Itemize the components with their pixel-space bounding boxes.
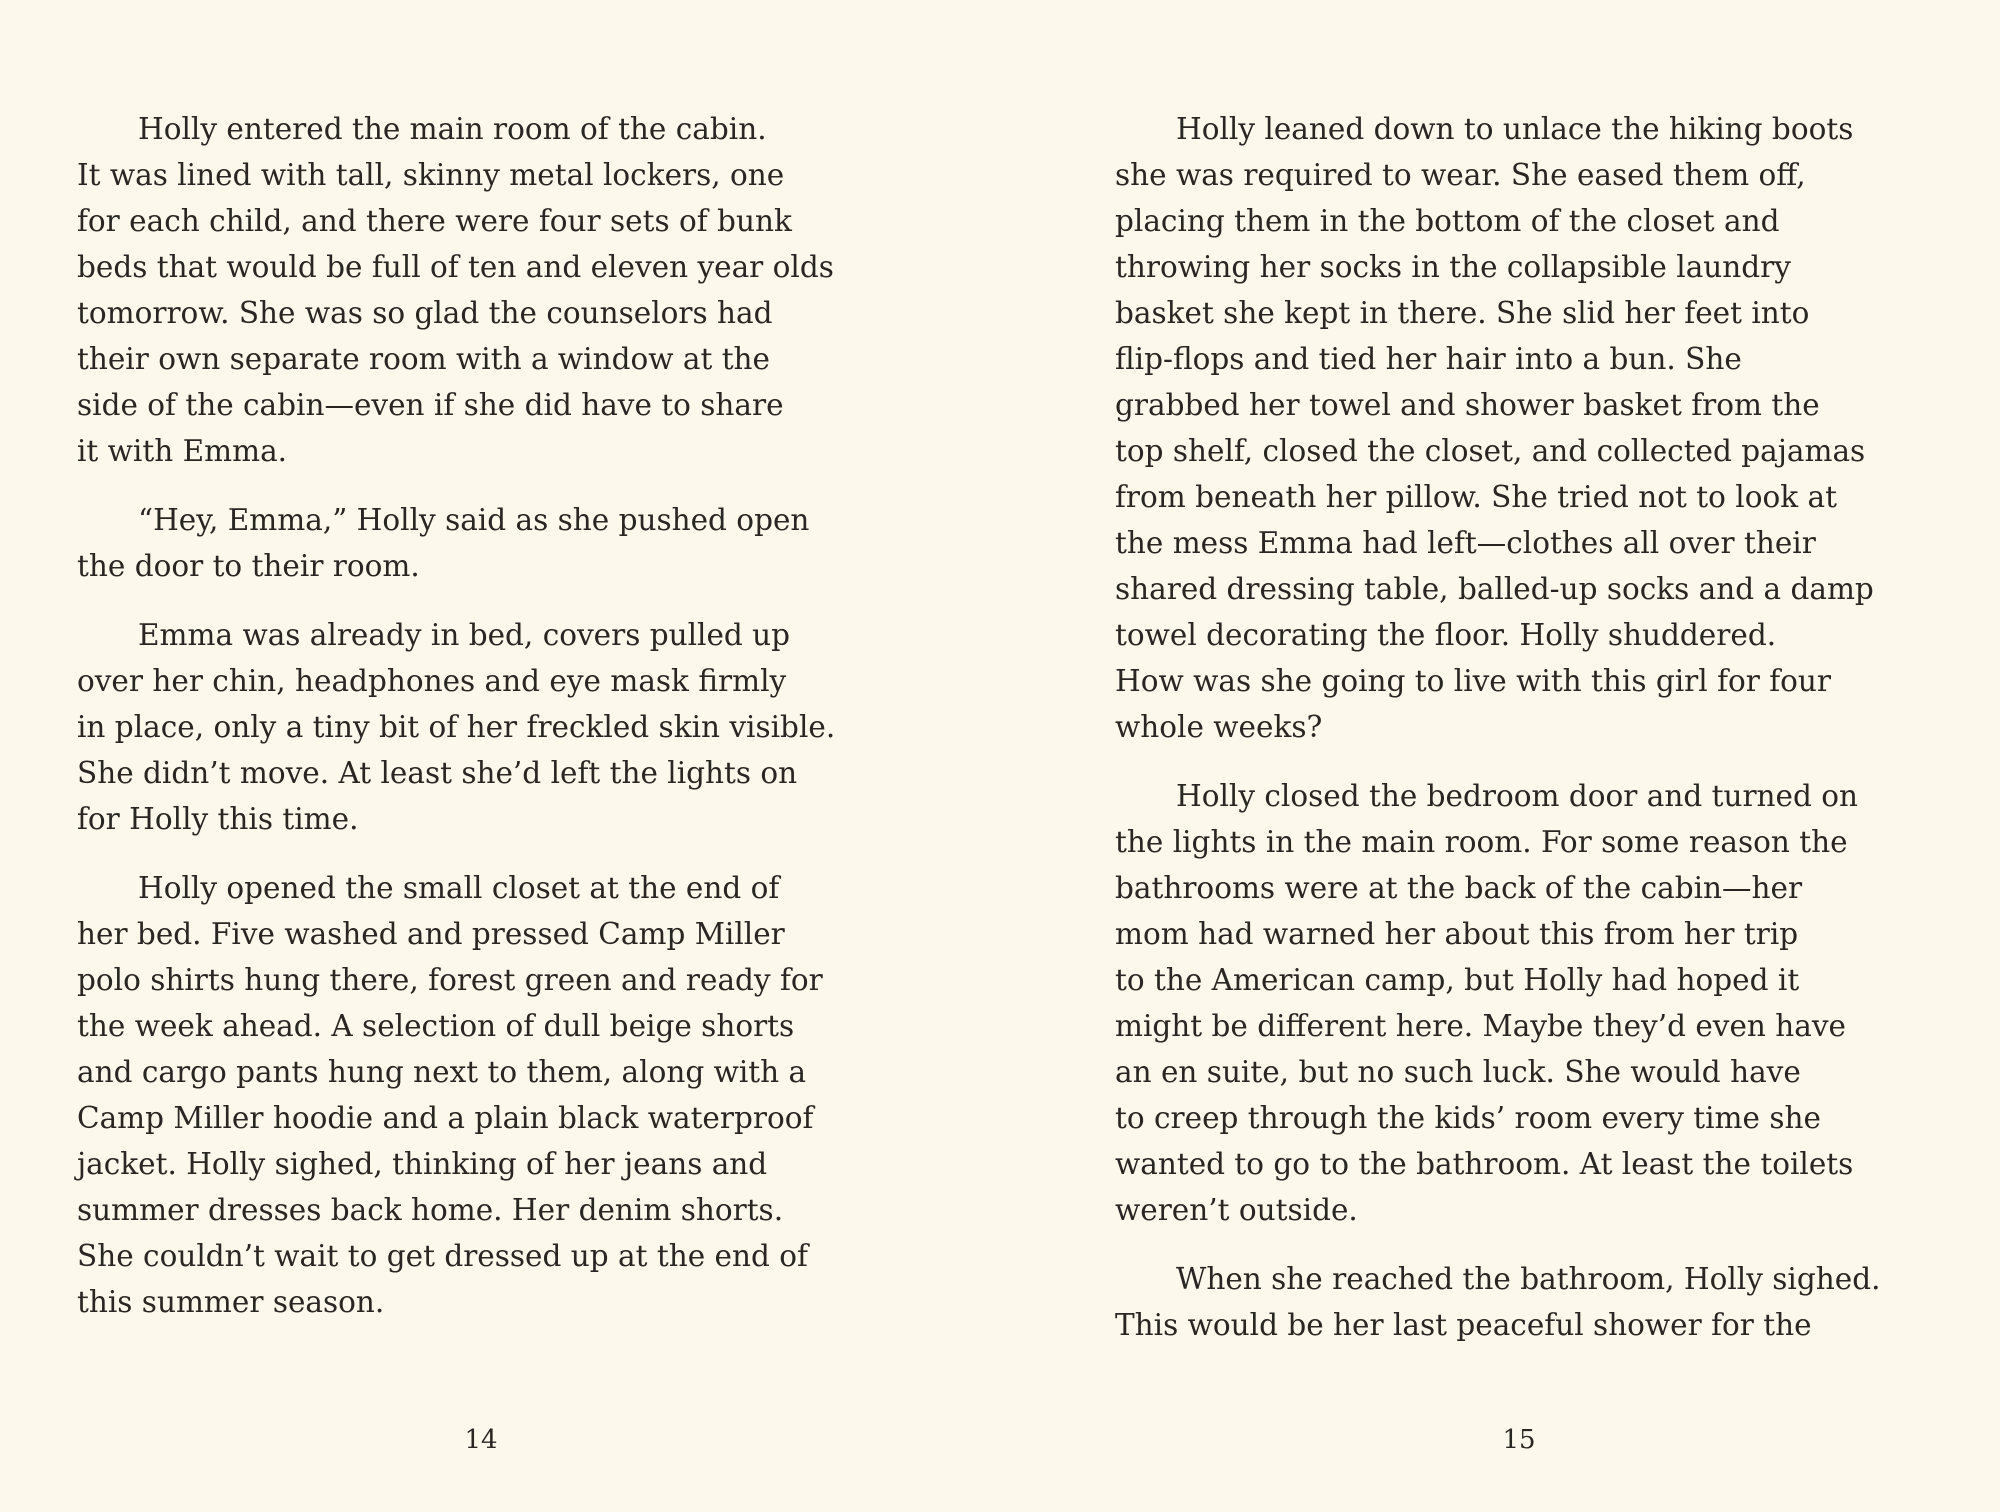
right-page-text <box>1115 106 2000 1371</box>
text-line: Holly leaned down to unlace the hiking boots <box>1176 112 1854 146</box>
text-line: mom had warned her about this from her trip <box>1115 917 1799 951</box>
text-line: their own separate room with a window at the <box>77 342 771 376</box>
text-line: she was required to wear. She eased them off, <box>1115 158 1806 192</box>
text-line: it with Emma. <box>77 434 288 468</box>
text-line: the mess Emma had left—clothes all over their <box>1115 526 1816 560</box>
text-line: This would be her last peaceful shower for the <box>1115 1308 1812 1342</box>
text-line: her bed. Five washed and pressed Camp Miller <box>77 917 785 951</box>
text-line: for Holly this time. <box>77 802 359 836</box>
left-page-text <box>77 106 977 1348</box>
paragraph <box>1115 773 2000 1233</box>
text-line: Emma was already in bed, covers pulled up <box>138 618 791 652</box>
paragraph <box>1115 1256 2000 1348</box>
text-line: the week ahead. A selection of dull beige shorts <box>77 1009 795 1043</box>
text-line: weren’t outside. <box>1115 1193 1358 1227</box>
text-line: over her chin, headphones and eye mask firmly <box>77 664 787 698</box>
text-line: Holly opened the small closet at the end of <box>138 871 780 905</box>
text-line: Holly closed the bedroom door and turned on <box>1176 779 1859 813</box>
text-line: jacket. Holly sighed, thinking of her jeans and <box>77 1147 768 1181</box>
text-line: beds that would be full of ten and eleven year olds <box>77 250 834 284</box>
text-line: When she reached the bathroom, Holly sighed. <box>1176 1262 1881 1296</box>
text-line: grabbed her towel and shower basket from the <box>1115 388 1820 422</box>
text-line: It was lined with tall, skinny metal lockers, one <box>77 158 785 192</box>
text-line: from beneath her pillow. She tried not to look at <box>1115 480 1837 514</box>
text-line: flip-flops and tied her hair into a bun. She <box>1115 342 1742 376</box>
text-line: How was she going to live with this girl for four <box>1115 664 1832 698</box>
text-line: summer dresses back home. Her denim shorts. <box>77 1193 784 1227</box>
text-line: the lights in the main room. For some reason the <box>1115 825 1848 859</box>
text-line: the door to their room. <box>77 549 420 583</box>
text-line: Holly entered the main room of the cabin. <box>138 112 767 146</box>
paragraph <box>77 497 977 589</box>
text-line: bathrooms were at the back of the cabin—her <box>1115 871 1803 905</box>
text-line: She didn’t move. At least she’d left the lights on <box>77 756 798 790</box>
text-line: top shelf, closed the closet, and collected pajamas <box>1115 434 1866 468</box>
text-line: basket she kept in there. She slid her feet into <box>1115 296 1810 330</box>
right-page <box>1000 0 2000 1512</box>
text-line: in place, only a tiny bit of her freckled skin visible. <box>77 710 836 744</box>
text-line: throwing her socks in the collapsible laundry <box>1115 250 1791 284</box>
text-line: towel decorating the floor. Holly shuddered. <box>1115 618 1777 652</box>
text-line: polo shirts hung there, forest green and ready for <box>77 963 823 997</box>
page-number: 14 <box>464 1425 498 1455</box>
text-line: wanted to go to the bathroom. At least the toilets <box>1115 1147 1854 1181</box>
page-number: 15 <box>1502 1425 1536 1455</box>
text-line: for each child, and there were four sets of bunk <box>77 204 792 238</box>
text-line: tomorrow. She was so glad the counselors had <box>77 296 773 330</box>
text-line: placing them in the bottom of the closet and <box>1115 204 1780 238</box>
text-line: She couldn’t wait to get dressed up at the end of <box>77 1239 808 1273</box>
paragraph <box>77 612 977 842</box>
paragraph <box>1115 106 2000 750</box>
text-line: Camp Miller hoodie and a plain black waterproof <box>77 1101 814 1135</box>
text-line: side of the cabin—even if she did have to share <box>77 388 784 422</box>
paragraph <box>77 865 977 1325</box>
text-line: “Hey, Emma,” Holly said as she pushed open <box>138 503 810 537</box>
text-line: might be different here. Maybe they’d even have <box>1115 1009 1847 1043</box>
text-line: shared dressing table, balled-up socks and a damp <box>1115 572 1874 606</box>
text-line: an en suite, but no such luck. She would have <box>1115 1055 1801 1089</box>
text-line: to creep through the kids’ room every time she <box>1115 1101 1821 1135</box>
text-line: and cargo pants hung next to them, along with a <box>77 1055 807 1089</box>
paragraph <box>77 106 977 474</box>
text-line: to the American camp, but Holly had hoped it <box>1115 963 1800 997</box>
text-line: this summer season. <box>77 1285 385 1319</box>
text-line: whole weeks? <box>1115 710 1323 744</box>
